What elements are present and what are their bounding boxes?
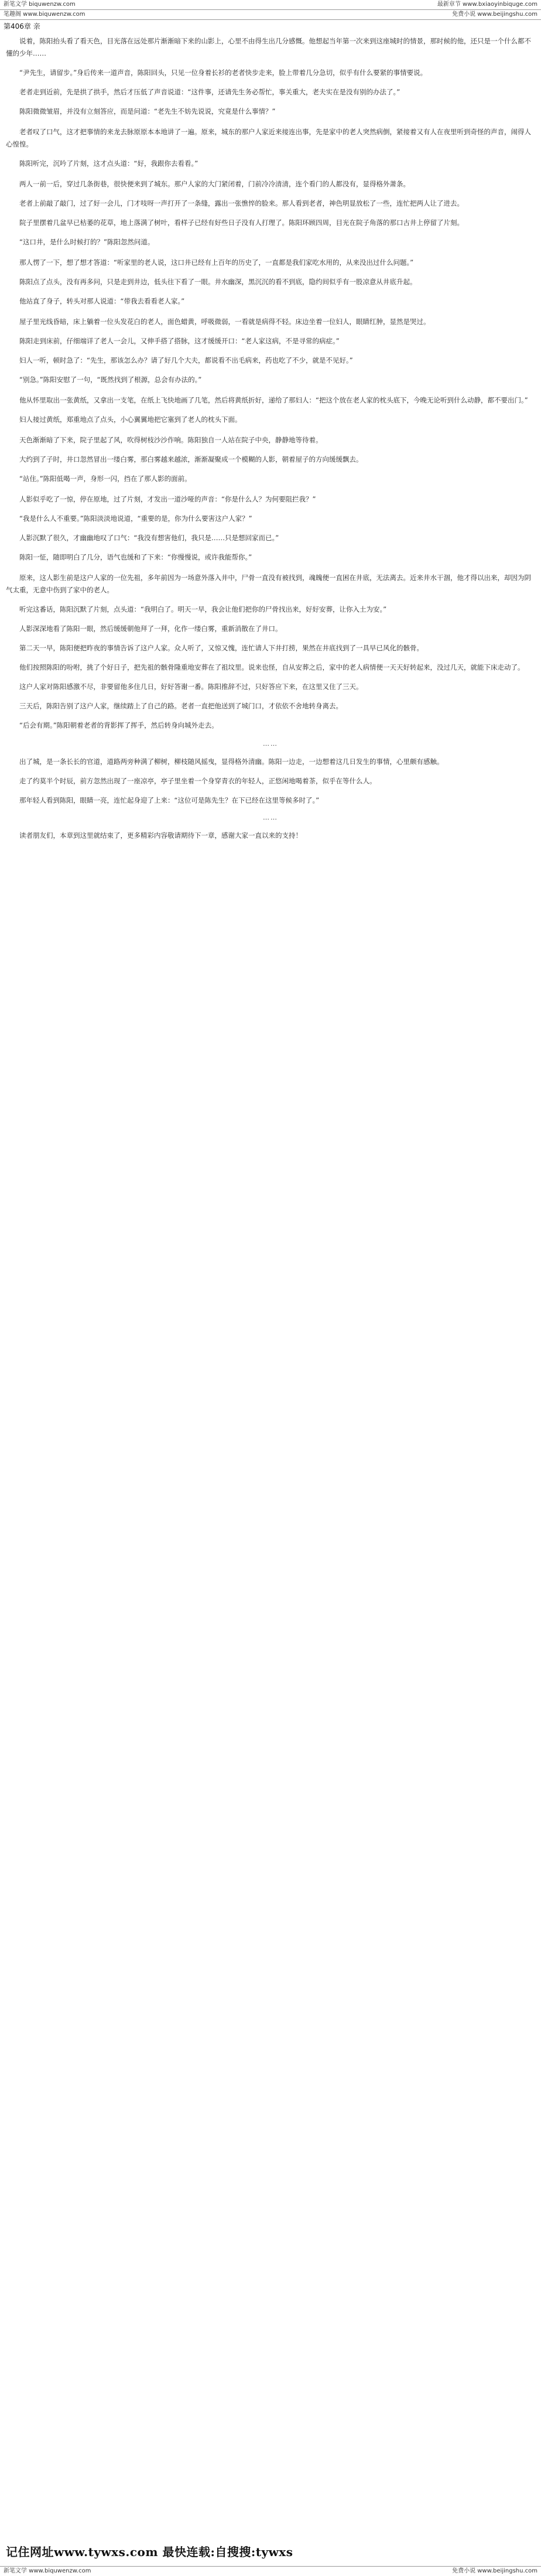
footer-site-left[interactable]: 新笔文学 www.biquwenzw.com <box>4 2568 91 2574</box>
paragraph: 走了约莫半个时辰，前方忽然出现了一座凉亭，亭子里坐着一个身穿青衣的年轻人，正悠闲地喝着茶，似乎在等什么人。 <box>19 777 376 785</box>
paragraph: 老者叹了口气，这才把事情的来龙去脉原原本本地讲了一遍。原来，城东的那户人家近来接连出事，先是家中的老人突然病倒，紧接着又有人在夜里听到奇怪的声音，闹得人心惶惶。 <box>6 128 531 148</box>
paragraph: 人影似乎吃了一惊，停在原地，过了片刻，才发出一道沙哑的声音：“你是什么人？为何要阻拦我？” <box>19 495 316 503</box>
paragraph: 大约到了子时，井口忽然冒出一缕白雾，那白雾越来越浓，渐渐凝聚成一个模糊的人影，朝着屋子的方向缓缓飘去。 <box>19 455 363 463</box>
paragraph: 陈阳微微皱眉，并没有立刻答应，而是问道：“老先生不妨先说说，究竟是什么事情？” <box>19 107 276 115</box>
paragraph: 陈阳听完，沉吟了片刻，这才点头道：“好，我跟你去看看。” <box>19 159 198 168</box>
header-site-left[interactable]: 新笔文学 biquwenzw.com <box>4 1 76 8</box>
paragraph: 屋子里光线昏暗，床上躺着一位头发花白的老人，面色蜡黄，呼吸微弱，一看就是病得不轻。床边坐着一位妇人，眼睛红肿，显然是哭过。 <box>19 318 430 326</box>
paragraph: 第二天一早，陈阳便把昨夜的事情告诉了这户人家。众人听了，又惊又愧，连忙请人下井打捞，果然在井底找到了一具早已风化的骸骨。 <box>19 644 423 652</box>
paragraph: 这户人家对陈阳感激不尽，非要留他多住几日，好好答谢一番。陈阳推辞不过，只好答应下来，在这里又住了三天。 <box>19 683 363 691</box>
paragraph: 说着，陈阳抬头看了看天色，目光落在远处那片渐渐暗下来的山影上，心里不由得生出几分感慨。他想起当年第一次来到这座城时的情景，那时候的他，还只是一个什么都不懂的少年…… <box>6 37 531 57</box>
paragraph: “这口井，是什么时候打的？”陈阳忽然问道。 <box>19 238 155 246</box>
paragraph: “尹先生，请留步。”身后传来一道声音，陈阳回头，只见一位身着长衫的老者快步走来，脸上带着几分急切，似乎有什么要紧的事情要说。 <box>19 69 427 77</box>
paragraph: 人影沉默了很久，才幽幽地叹了口气：“我没有想害他们，我只是……只是想回家而已。” <box>19 534 279 542</box>
paragraph: 他从怀里取出一张黄纸，又拿出一支笔，在纸上飞快地画了几笔，然后将黄纸折好，递给了那妇人：“把这个放在老人家的枕头底下，今晚无论听到什么动静，都不要出门。” <box>19 396 528 404</box>
paragraph: 老者走到近前，先是拱了拱手，然后才压低了声音说道：“这件事，还请先生务必帮忙，事关重大，老夫实在是没有别的办法了。” <box>19 88 400 96</box>
paragraph: 他站直了身子，转头对那人说道：“带我去看看老人家。” <box>19 297 185 305</box>
site-link-right[interactable]: 免费小说 www.beijingshu.com <box>452 11 537 18</box>
chapter-title: 第406章 亲 <box>4 22 40 30</box>
paragraph: 两人一前一后，穿过几条街巷，很快便来到了城东。那户人家的大门紧闭着，门前冷冷清清，连个看门的人都没有，显得格外萧条。 <box>19 180 410 188</box>
paragraph: 听完这番话，陈阳沉默了片刻，点头道：“我明白了。明天一早，我会让他们把你的尸骨找出来，好好安葬，让你入土为安。” <box>19 605 387 613</box>
paragraph: 他们按照陈阳的吩咐，挑了个好日子，把先祖的骸骨隆重地安葬在了祖坟里。说来也怪，自从安葬之后，家中的老人病情便一天天好转起来，没过几天，就能下床走动了。 <box>19 663 525 671</box>
header-site-right[interactable]: 最新章节 www.bxiaoyinbiquge.com <box>437 1 537 8</box>
paragraph: 三天后，陈阳告别了这户人家，继续踏上了自己的路。老者一直把他送到了城门口，才依依不舍地转身离去。 <box>19 702 343 710</box>
paragraph: 老者上前敲了敲门，过了好一会儿，门才吱呀一声打开了一条缝，露出一张憔悴的脸来。那人看到老者，神色明显放松了一些，连忙把两人让了进去。 <box>19 199 464 207</box>
paragraph: 院子里摆着几盆早已枯萎的花草，地上落满了树叶，看样子已经有好些日子没有人打理了。陈阳环顾四周，目光在院子角落的那口古井上停留了片刻。 <box>19 219 464 227</box>
footer-site-right[interactable]: 免费小说 www.beijingshu.com <box>452 2568 537 2574</box>
end-separator: …… <box>263 814 278 821</box>
paragraph: 妇人一听，顿时急了：“先生，那该怎么办？请了好几个大夫，都说看不出毛病来，药也吃了不少，就是不见好。” <box>19 356 353 364</box>
paragraph: 原来，这人影生前是这户人家的一位先祖，多年前因为一场意外落入井中，尸骨一直没有被找到，魂魄便一直困在井底，无法离去。近来井水干涸，他才得以出来，却因为阴气太重，无意中伤到了家中的老人。 <box>6 574 531 594</box>
paragraph: 妇人接过黄纸，郑重地点了点头，小心翼翼地把它塞到了老人的枕头下面。 <box>19 415 242 424</box>
bottom-footer-bar <box>0 2566 541 2576</box>
paragraph: 出了城，是一条长长的官道，道路两旁种满了柳树，柳枝随风摇曳，显得格外清幽。陈阳一边走，一边想着这几日发生的事情，心里颇有感触。 <box>19 758 444 766</box>
paragraph: 那年轻人看到陈阳，眼睛一亮，连忙起身迎了上来：“这位可是陈先生？在下已经在这里等候多时了。” <box>19 796 320 804</box>
end-note: 读者朋友们，本章到这里就结束了，更多精彩内容敬请期待下一章，感谢大家一直以来的支持！ <box>19 831 302 840</box>
top-header-bar <box>0 0 541 10</box>
promo-banner: 记住网址www.tywxs.com 最快连载:自搜搜:tywxs <box>6 2545 293 2559</box>
chapter-content <box>0 35 541 842</box>
section-separator: …… <box>263 740 278 748</box>
paragraph: “后会有期。”陈阳朝着老者的背影挥了挥手，然后转身向城外走去。 <box>19 721 218 729</box>
paragraph: 那人愣了一下，想了想才答道：“听家里的老人说，这口井已经有上百年的历史了，一直都是我们家吃水用的，从来没出过什么问题。” <box>19 258 414 267</box>
paragraph: 陈阳点了点头，没有再多问，只是走到井边，低头往下看了一眼。井水幽深，黑沉沉的看不到底，隐约间似乎有一股凉意从井底升起。 <box>19 278 417 286</box>
site-link-left[interactable]: 笔趣阁 www.biquwenzw.com <box>4 11 85 18</box>
paragraph: “别急。”陈阳安慰了一句，“既然找到了根源，总会有办法的。” <box>19 376 202 384</box>
paragraph: 陈阳一怔，随即明白了几分，语气也缓和了下来：“你慢慢说，或许我能帮你。” <box>19 553 252 561</box>
paragraph: 陈阳走到床前，仔细端详了老人一会儿，又伸手搭了搭脉，这才缓缓开口：“老人家这病，不是寻常的病症。” <box>19 337 340 345</box>
site-link-bar <box>0 10 541 20</box>
paragraph: 人影深深地看了陈阳一眼，然后缓缓朝他拜了一拜，化作一缕白雾，重新消散在了井口。 <box>19 625 282 633</box>
paragraph: 天色渐渐暗了下来，院子里起了风，吹得树枝沙沙作响。陈阳独自一人站在院子中央，静静地等待着。 <box>19 436 323 444</box>
paragraph: “站住。”陈阳低喝一声，身形一闪，挡在了那人影的面前。 <box>19 475 191 483</box>
paragraph: “我是什么人不重要。”陈阳淡淡地说道，“重要的是，你为什么要害这户人家？” <box>19 514 252 523</box>
